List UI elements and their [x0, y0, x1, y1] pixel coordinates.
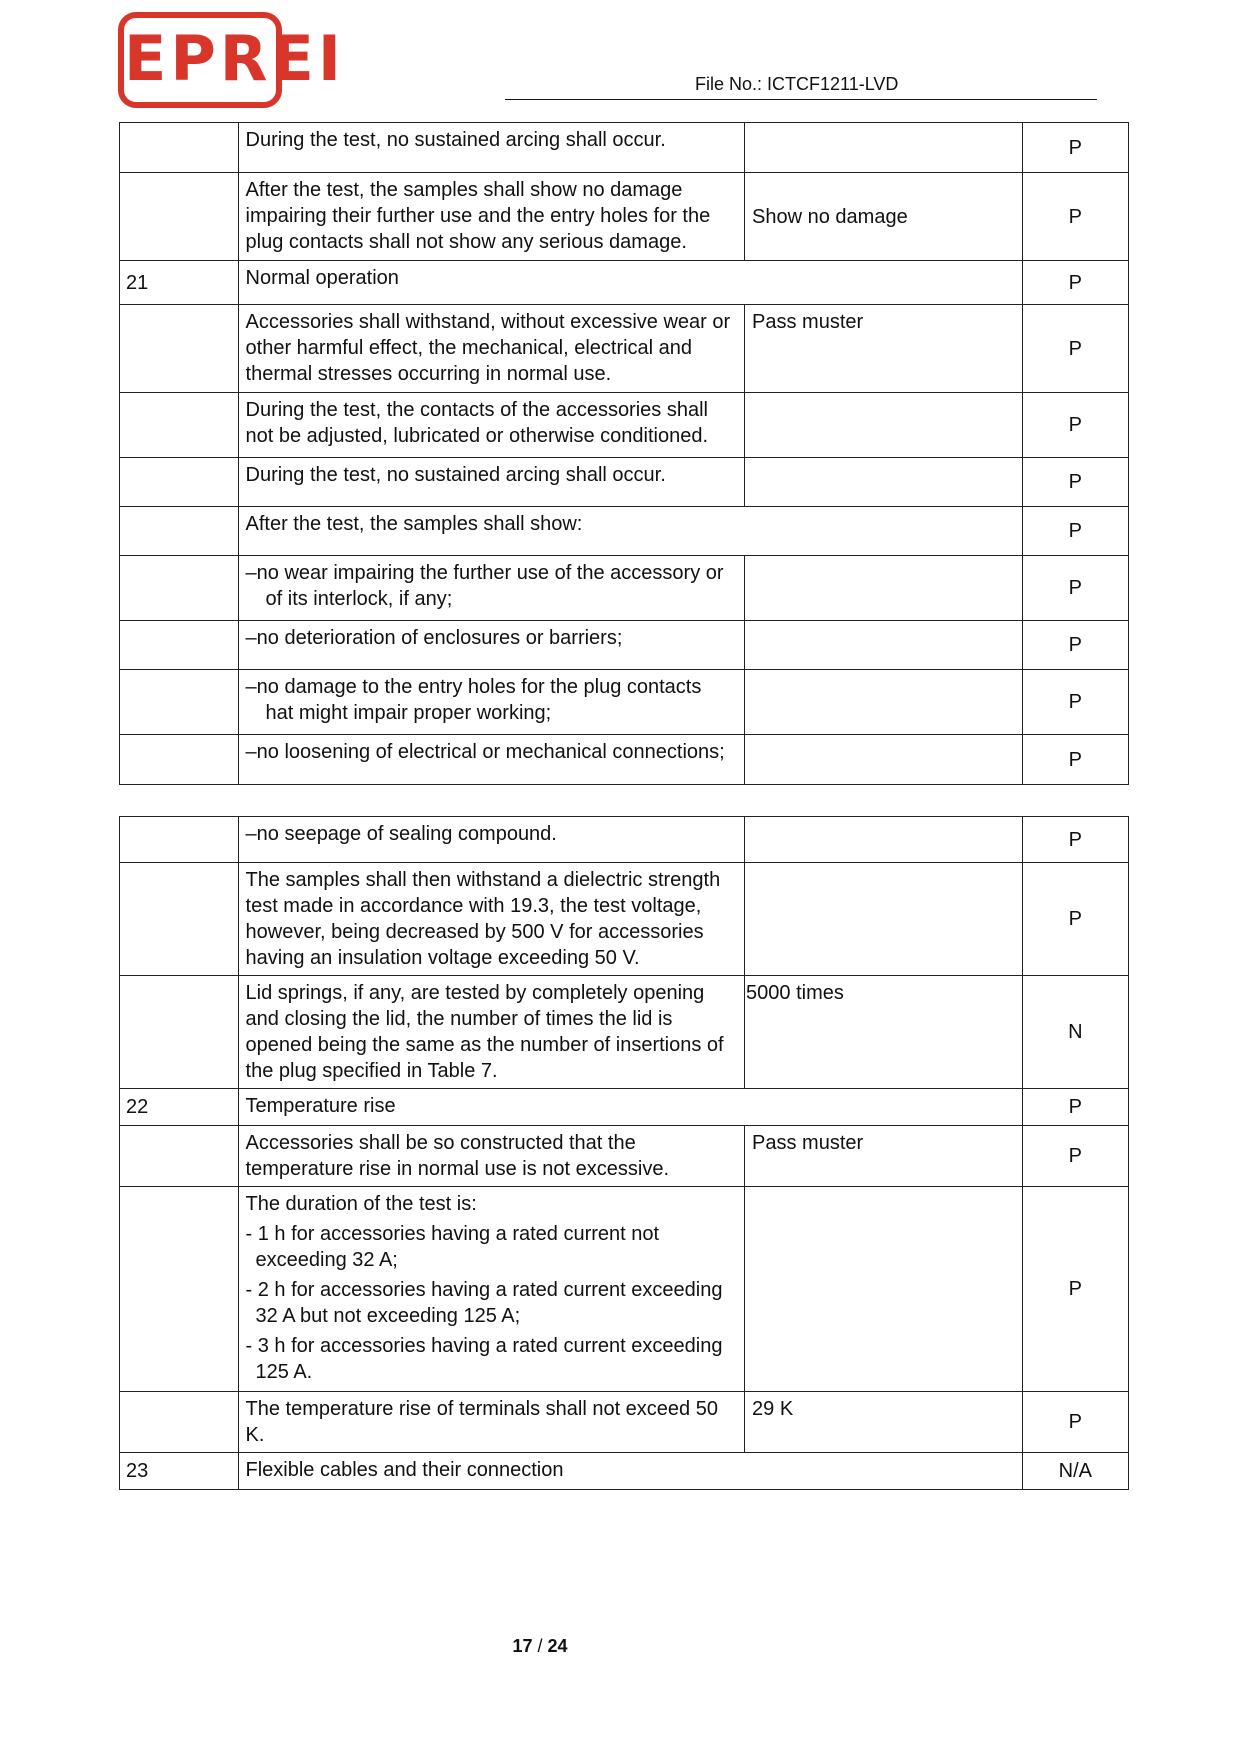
requirement-cell: Lid springs, if any, are tested by completely opening and closing the lid, the number of times the lid is opened being the same as the number of insertions of the plug specified in Table 7. [238, 976, 745, 1089]
clause-cell [120, 458, 239, 507]
current-page: 17 [512, 1636, 533, 1656]
requirement-line-indented: of its interlock, if any; [265, 588, 453, 610]
requirement-line-indented: hat might impair proper working; [265, 702, 552, 724]
clause-cell [120, 305, 239, 393]
verdict-cell: P [1022, 1089, 1128, 1126]
clause-cell [120, 735, 239, 785]
table-row [120, 670, 1129, 735]
clause-cell [120, 621, 239, 670]
requirement-cell [238, 556, 745, 621]
remark-cell [745, 621, 1023, 670]
requirement-cell: During the test, no sustained arcing shall occur. [238, 458, 745, 507]
requirement-cell: –no deterioration of enclosures or barriers; [238, 621, 745, 670]
requirement-cell: During the test, the contacts of the accessories shall not be adjusted, lubricated or otherwise conditioned. [238, 393, 745, 458]
table-row [120, 621, 1129, 670]
remark-cell: Pass muster [745, 1126, 1023, 1187]
table-row [120, 817, 1129, 863]
remark-cell [745, 735, 1023, 785]
company-logo [118, 12, 345, 108]
list-item: - 1 h for accessories having a rated current not exceeding 32 A; [245, 1223, 660, 1271]
verdict-cell: P [1022, 735, 1128, 785]
remark-cell: Pass muster [745, 305, 1023, 393]
table-row [120, 735, 1129, 785]
remark-cell [745, 393, 1023, 458]
requirement-cell: Accessories shall be so constructed that the temperature rise in normal use is not excessive. [238, 1126, 745, 1187]
requirement-cell: During the test, no sustained arcing shall occur. [238, 123, 745, 173]
remark-cell: 5000 times [745, 976, 1023, 1089]
page-separator: / [537, 1636, 543, 1656]
verdict-cell: P [1022, 817, 1128, 863]
table-row [120, 556, 1129, 621]
file-number: File No.: ICTCF1211-LVD [505, 74, 1097, 100]
requirement-cell: After the test, the samples shall show: [238, 507, 1022, 556]
requirement-cell: The temperature rise of terminals shall not exceed 50 K. [238, 1392, 745, 1453]
verdict-cell: P [1022, 123, 1128, 173]
verdict-cell: N/A [1022, 1453, 1128, 1490]
requirement-cell: Normal operation [238, 261, 1022, 305]
remark-cell: Show no damage [745, 173, 1023, 261]
table-row [120, 173, 1129, 261]
verdict-cell: P [1022, 1126, 1128, 1187]
table-row [120, 1187, 1129, 1392]
table-row [120, 458, 1129, 507]
verdict-cell: P [1022, 393, 1128, 458]
table-row [120, 1453, 1129, 1490]
requirement-cell: Temperature rise [238, 1089, 1022, 1126]
clause-cell: 21 [120, 261, 239, 305]
table-row [120, 305, 1129, 393]
remark-cell [745, 863, 1023, 976]
table-row [120, 123, 1129, 173]
list-item: - 3 h for accessories having a rated current exceeding 125 A. [245, 1335, 723, 1383]
requirement-cell: The samples shall then withstand a dielectric strength test made in accordance with 19.3, the test voltage, however, being decreased by 500 V for accessories having an insulation voltage exceeding 50 V. [238, 863, 745, 976]
table-row [120, 393, 1129, 458]
table-row [120, 261, 1129, 305]
table-row [120, 1089, 1129, 1126]
list-item: - 2 h for accessories having a rated current exceeding 32 A but not exceeding 125 A; [245, 1279, 723, 1327]
clause-cell [120, 1392, 239, 1453]
requirement-cell: Flexible cables and their connection [238, 1453, 1022, 1490]
verdict-cell: P [1022, 1392, 1128, 1453]
logo-text: EPREI [124, 22, 345, 95]
clause-cell [120, 123, 239, 173]
clause-cell: 22 [120, 1089, 239, 1126]
table-row [120, 1126, 1129, 1187]
requirement-cell: After the test, the samples shall show no damage impairing their further use and the entry holes for the plug contacts shall not show any serious damage. [238, 173, 745, 261]
remark-cell [745, 556, 1023, 621]
total-pages: 24 [547, 1636, 568, 1656]
clause-cell [120, 976, 239, 1089]
requirement-line: The duration of the test is: [245, 1193, 477, 1215]
requirement-cell [238, 1187, 745, 1392]
requirement-cell [238, 670, 745, 735]
clause-cell [120, 556, 239, 621]
clause-cell: 23 [120, 1453, 239, 1490]
clause-cell [120, 1126, 239, 1187]
table-row [120, 863, 1129, 976]
verdict-cell: N [1022, 976, 1128, 1089]
verdict-cell: P [1022, 507, 1128, 556]
clause-cell [120, 863, 239, 976]
requirement-cell: –no seepage of sealing compound. [238, 817, 745, 863]
verdict-cell: P [1022, 863, 1128, 976]
page-number [0, 1636, 1080, 1657]
verdict-cell: P [1022, 458, 1128, 507]
verdict-cell: P [1022, 261, 1128, 305]
table-row [120, 976, 1129, 1089]
requirement-cell: –no loosening of electrical or mechanical connections; [238, 735, 745, 785]
test-table-1 [119, 122, 1129, 785]
table-row [120, 507, 1129, 556]
requirement-line: –no wear impairing the further use of the accessory or [245, 562, 724, 584]
verdict-cell: P [1022, 1187, 1128, 1392]
verdict-cell: P [1022, 173, 1128, 261]
remark-cell [745, 817, 1023, 863]
remark-cell: 29 K [745, 1392, 1023, 1453]
clause-cell [120, 393, 239, 458]
table-row [120, 1392, 1129, 1453]
verdict-cell: P [1022, 305, 1128, 393]
remark-cell [745, 458, 1023, 507]
clause-cell [120, 507, 239, 556]
clause-cell [120, 817, 239, 863]
verdict-cell: P [1022, 670, 1128, 735]
verdict-cell: P [1022, 556, 1128, 621]
verdict-cell: P [1022, 621, 1128, 670]
clause-cell [120, 670, 239, 735]
test-table-2 [119, 816, 1129, 1490]
requirement-line: –no damage to the entry holes for the plug contacts [245, 676, 702, 698]
remark-cell [745, 1187, 1023, 1392]
requirement-cell: Accessories shall withstand, without excessive wear or other harmful effect, the mechanical, electrical and thermal stresses occurring in normal use. [238, 305, 745, 393]
clause-cell [120, 1187, 239, 1392]
remark-cell [745, 670, 1023, 735]
remark-cell [745, 123, 1023, 173]
clause-cell [120, 173, 239, 261]
